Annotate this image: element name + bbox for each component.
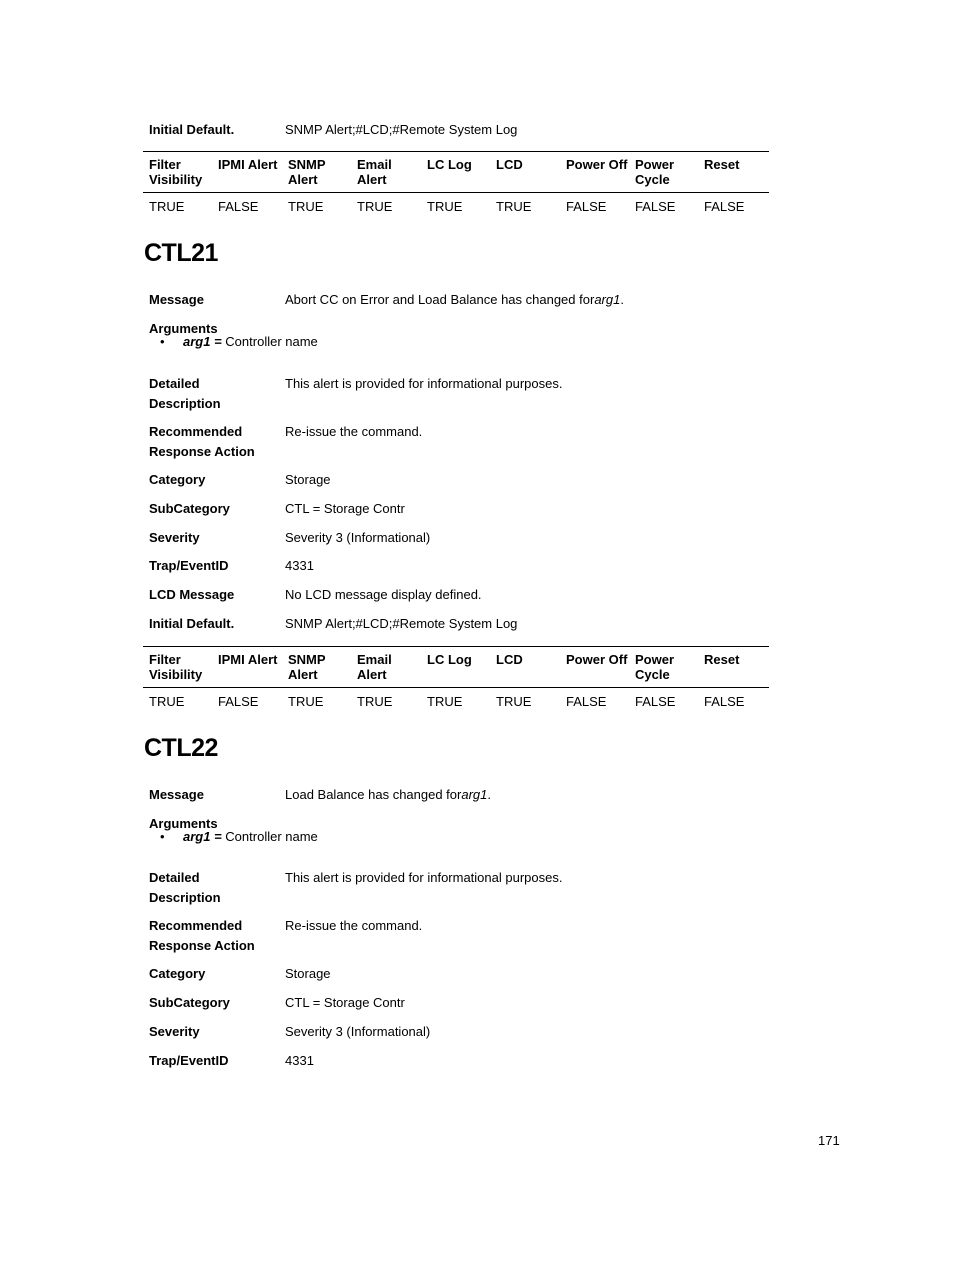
subcategory-value: CTL = Storage Contr (285, 501, 405, 516)
severity-label: Severity (149, 1024, 200, 1039)
argument-desc: Controller name (225, 829, 318, 844)
table-header-cell: Reset (704, 157, 740, 172)
table-header-cell: LC Log (427, 157, 472, 172)
table-top-rule (143, 151, 769, 152)
table-header-cell: Filter Visibility (149, 157, 203, 187)
table-top-rule (143, 646, 769, 647)
table-cell: TRUE (288, 199, 324, 214)
table-header-cell: LC Log (427, 652, 472, 667)
table-cell: FALSE (218, 694, 259, 709)
argument-name: arg1 = (183, 334, 222, 349)
initial-default-label: Initial Default. (149, 122, 235, 137)
message-value: Load Balance has changed forarg1. (285, 787, 492, 802)
table-cell: FALSE (635, 199, 676, 214)
table-cell: TRUE (149, 199, 185, 214)
table-cell: FALSE (704, 199, 745, 214)
table-header-cell: SNMP Alert (288, 157, 326, 187)
trap-eventid-value: 4331 (285, 1053, 314, 1068)
table-header-rule (143, 687, 769, 688)
recommended-action-value: Re-issue the command. (285, 424, 423, 439)
bullet-icon: • (160, 829, 165, 844)
message-label: Message (149, 787, 204, 802)
table-header-cell: Reset (704, 652, 740, 667)
table-header-cell: SNMP Alert (288, 652, 326, 682)
table-header-cell: IPMI Alert (218, 652, 278, 667)
table-cell: FALSE (566, 199, 607, 214)
arguments-label: Arguments (149, 321, 218, 336)
message-value: Abort CC on Error and Load Balance has changed forarg1. (285, 292, 624, 307)
lcd-message-value: No LCD message display defined. (285, 587, 482, 602)
category-label: Category (149, 966, 206, 981)
severity-label: Severity (149, 530, 200, 545)
table-cell: TRUE (288, 694, 324, 709)
table-header-cell: Power Off (566, 157, 628, 172)
category-value: Storage (285, 472, 331, 487)
detailed-description-value: This alert is provided for informational purposes. (285, 376, 563, 391)
trap-eventid-value: 4331 (285, 558, 314, 573)
recommended-action-label: Recommended Response Action (149, 918, 255, 953)
detailed-description-label: Detailed Description (149, 376, 221, 411)
table-cell: FALSE (704, 694, 745, 709)
trap-eventid-label: Trap/EventID (149, 558, 229, 573)
table-header-cell: Email Alert (357, 652, 392, 682)
table-cell: TRUE (427, 694, 463, 709)
table-header-cell: LCD (496, 652, 523, 667)
recommended-action-value: Re-issue the command. (285, 918, 423, 933)
table-cell: FALSE (635, 694, 676, 709)
table-cell: TRUE (149, 694, 185, 709)
section-title-ctl21: CTL21 (144, 239, 218, 267)
severity-value: Severity 3 (Informational) (285, 530, 431, 545)
table-header-rule (143, 192, 769, 193)
detailed-description-value: This alert is provided for informational purposes. (285, 870, 563, 885)
table-header-cell: IPMI Alert (218, 157, 278, 172)
section-title-ctl22: CTL22 (144, 734, 218, 762)
message-label: Message (149, 292, 204, 307)
initial-default-value: SNMP Alert;#LCD;#Remote System Log (285, 122, 518, 137)
subcategory-value: CTL = Storage Contr (285, 995, 405, 1010)
argument-desc: Controller name (225, 334, 318, 349)
argument-name: arg1 = (183, 829, 222, 844)
severity-value: Severity 3 (Informational) (285, 1024, 431, 1039)
bullet-icon: • (160, 334, 165, 349)
table-cell: TRUE (427, 199, 463, 214)
table-cell: TRUE (496, 694, 532, 709)
table-header-cell: Email Alert (357, 157, 392, 187)
subcategory-label: SubCategory (149, 995, 230, 1010)
subcategory-label: SubCategory (149, 501, 230, 516)
page-number: 171 (818, 1133, 840, 1148)
detailed-description-label: Detailed Description (149, 870, 221, 905)
table-cell: TRUE (357, 694, 393, 709)
table-header-cell: Filter Visibility (149, 652, 203, 682)
table-header-cell: Power Off (566, 652, 628, 667)
initial-default-value: SNMP Alert;#LCD;#Remote System Log (285, 616, 518, 631)
table-header-cell: Power Cycle (635, 157, 675, 187)
arguments-label: Arguments (149, 816, 218, 831)
table-cell: FALSE (566, 694, 607, 709)
table-header-cell: Power Cycle (635, 652, 675, 682)
table-cell: TRUE (357, 199, 393, 214)
recommended-action-label: Recommended Response Action (149, 424, 255, 459)
category-value: Storage (285, 966, 331, 981)
table-cell: TRUE (496, 199, 532, 214)
initial-default-label: Initial Default. (149, 616, 235, 631)
lcd-message-label: LCD Message (149, 587, 235, 602)
trap-eventid-label: Trap/EventID (149, 1053, 229, 1068)
category-label: Category (149, 472, 206, 487)
table-cell: FALSE (218, 199, 259, 214)
table-header-cell: LCD (496, 157, 523, 172)
